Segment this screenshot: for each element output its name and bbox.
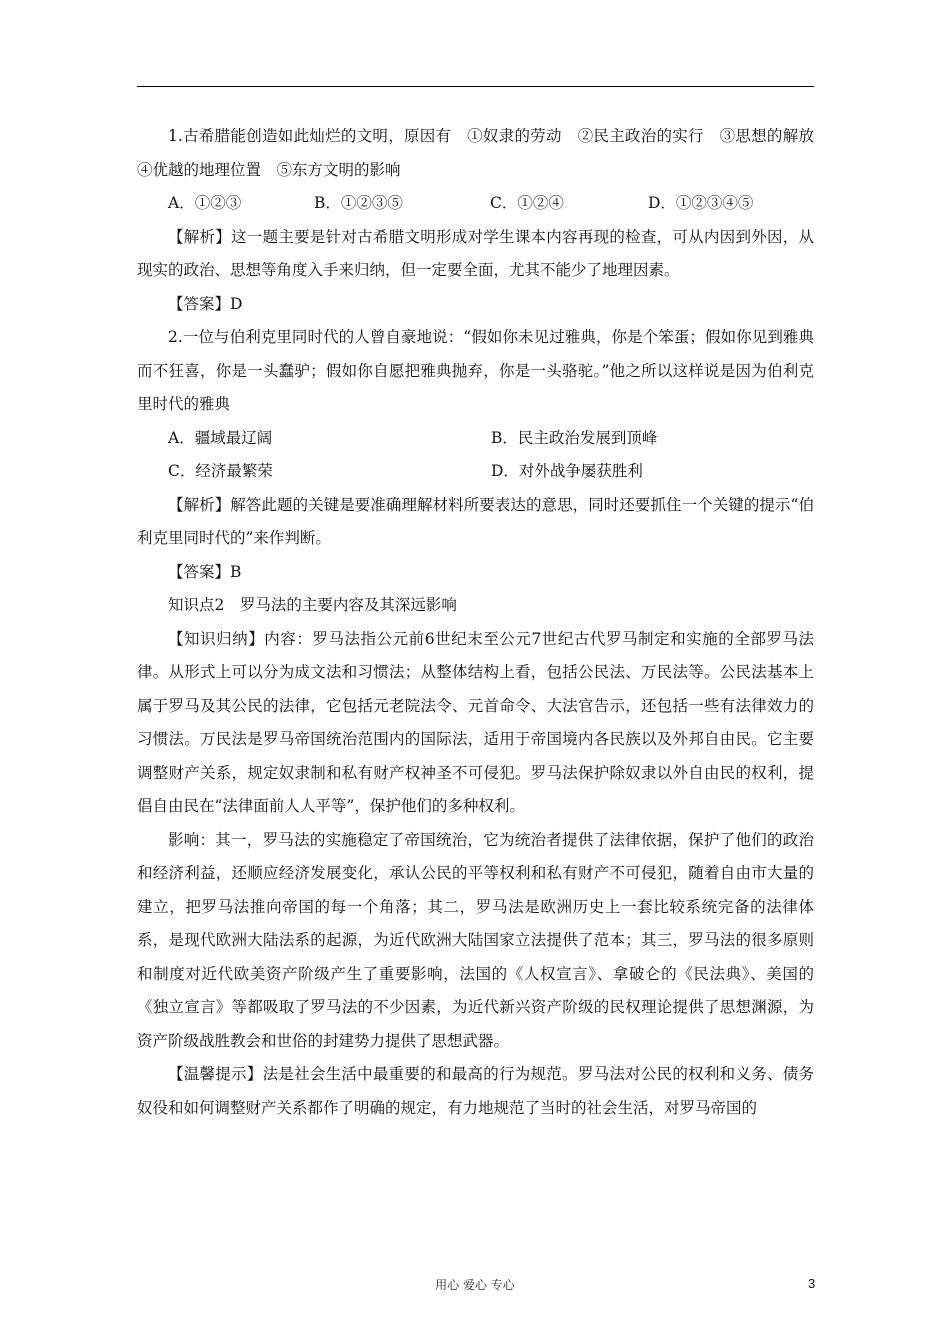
q2-option-b: B．民主政治发展到顶峰: [491, 428, 658, 447]
q2-option-a: A．疆域最辽阔: [168, 428, 273, 447]
page-body: [137, 120, 830, 1125]
q1-option-a: A．①②③: [168, 194, 242, 212]
q2-option-d: D．对外战争屡获胜利: [491, 462, 643, 480]
knowledge-influence: 影响：其一，罗马法的实施稳定了帝国统治，它为统治者提供了法律依据，保护了他们的政治和经济利益，还顺应经济发展变化，承认公民的平等权利和私有财产不可侵犯，随着自由市大量的建立，把罗马法推向帝国的每一个角落；其二，罗马法是欧洲历史上一套比较系统完备的法律体系，是现代欧洲大陆法系的起源，为近代欧洲大陆国家立法提供了范本；其三，罗马法的很多原则和制度对近代欧美资产阶级产生了重要影响，法国的《人权宣言》、拿破仑的《民法典》、美国的《独立宣言》等都吸取了罗马法的不少因素，为近代新兴资产阶级的民权理论提供了思想渊源，为资产阶级战胜教会和世俗的封建势力提供了思想武器。: [137, 830, 814, 1050]
q1-answer: 【答案】D: [168, 294, 243, 313]
q2-stem: 2.一位与伯利克里同时代的人曾自豪地说：“假如你未见过雅典，你是个笨蛋；假如你见到雅典而不狂喜，你是一头蠢驴；假如你自愿把雅典抛弃，你是一头骆驼。”他之所以这样说是因为伯利克里时代的雅典: [137, 328, 814, 413]
q2-options-row1: [137, 422, 814, 456]
q1-stem: 1.古希腊能创造如此灿烂的文明，原因有 ①奴隶的劳动 ②民主政治的实行 ③思想的解放 ④优越的地理位置 ⑤东方文明的影响: [137, 127, 830, 179]
q2-answer: 【答案】B: [168, 562, 242, 581]
q2-option-c: C．经济最繁荣: [168, 462, 273, 480]
knowledge-heading: 知识点2 罗马法的主要内容及其深远影响: [168, 596, 457, 614]
footer-slogan: 用心 爱心 专心: [435, 1278, 515, 1292]
q1-analysis: 【解析】这一题主要是针对古希腊文明形成对学生课本内容再现的检查，可从内因到外因，从现实的政治、思想等角度入手来归纳，但一定要全面，尤其不能少了地理因素。: [137, 227, 814, 279]
q1-option-c: C．①②④: [490, 194, 564, 212]
page-number: 3: [808, 1276, 816, 1291]
q2-options-row2: [137, 455, 814, 489]
knowledge-tip: 【温馨提示】法是社会生活中最重要的和最高的行为规范。罗马法对公民的权利和义务、债务奴役和如何调整财产关系都作了明确的规定，有力地规范了当时的社会生活，对罗马帝国的: [137, 1065, 814, 1117]
header-rule: [137, 86, 814, 87]
q2-analysis: 【解析】解答此题的关键是要准确理解材料所要表达的意思，同时还要抓住一个关键的提示“伯利克里同时代的”来作判断。: [137, 495, 814, 547]
knowledge-summary: 【知识归纳】内容：罗马法指公元前6世纪末至公元7世纪古代罗马制定和实施的全部罗马法律。从形式上可以分为成文法和习惯法；从整体结构上看，包括公民法、万民法等。公民法基本上属于罗马及其公民的法律，它包括元老院法令、元首命令、大法官告示，还包括一些有法律效力的习惯法。万民法是罗马帝国统治范围内的国际法，适用于帝国境内各民族以及外邦自由民。它主要调整财产关系，规定奴隶制和私有财产权神圣不可侵犯。罗马法保护除奴隶以外自由民的权利，提倡自由民在“法律面前人人平等”，保护他们的多种权利。: [137, 629, 814, 815]
q1-option-b: B．①②③⑤: [314, 194, 403, 212]
q1-options: [137, 187, 814, 221]
q1-option-d: D．①②③④⑤: [648, 194, 754, 212]
